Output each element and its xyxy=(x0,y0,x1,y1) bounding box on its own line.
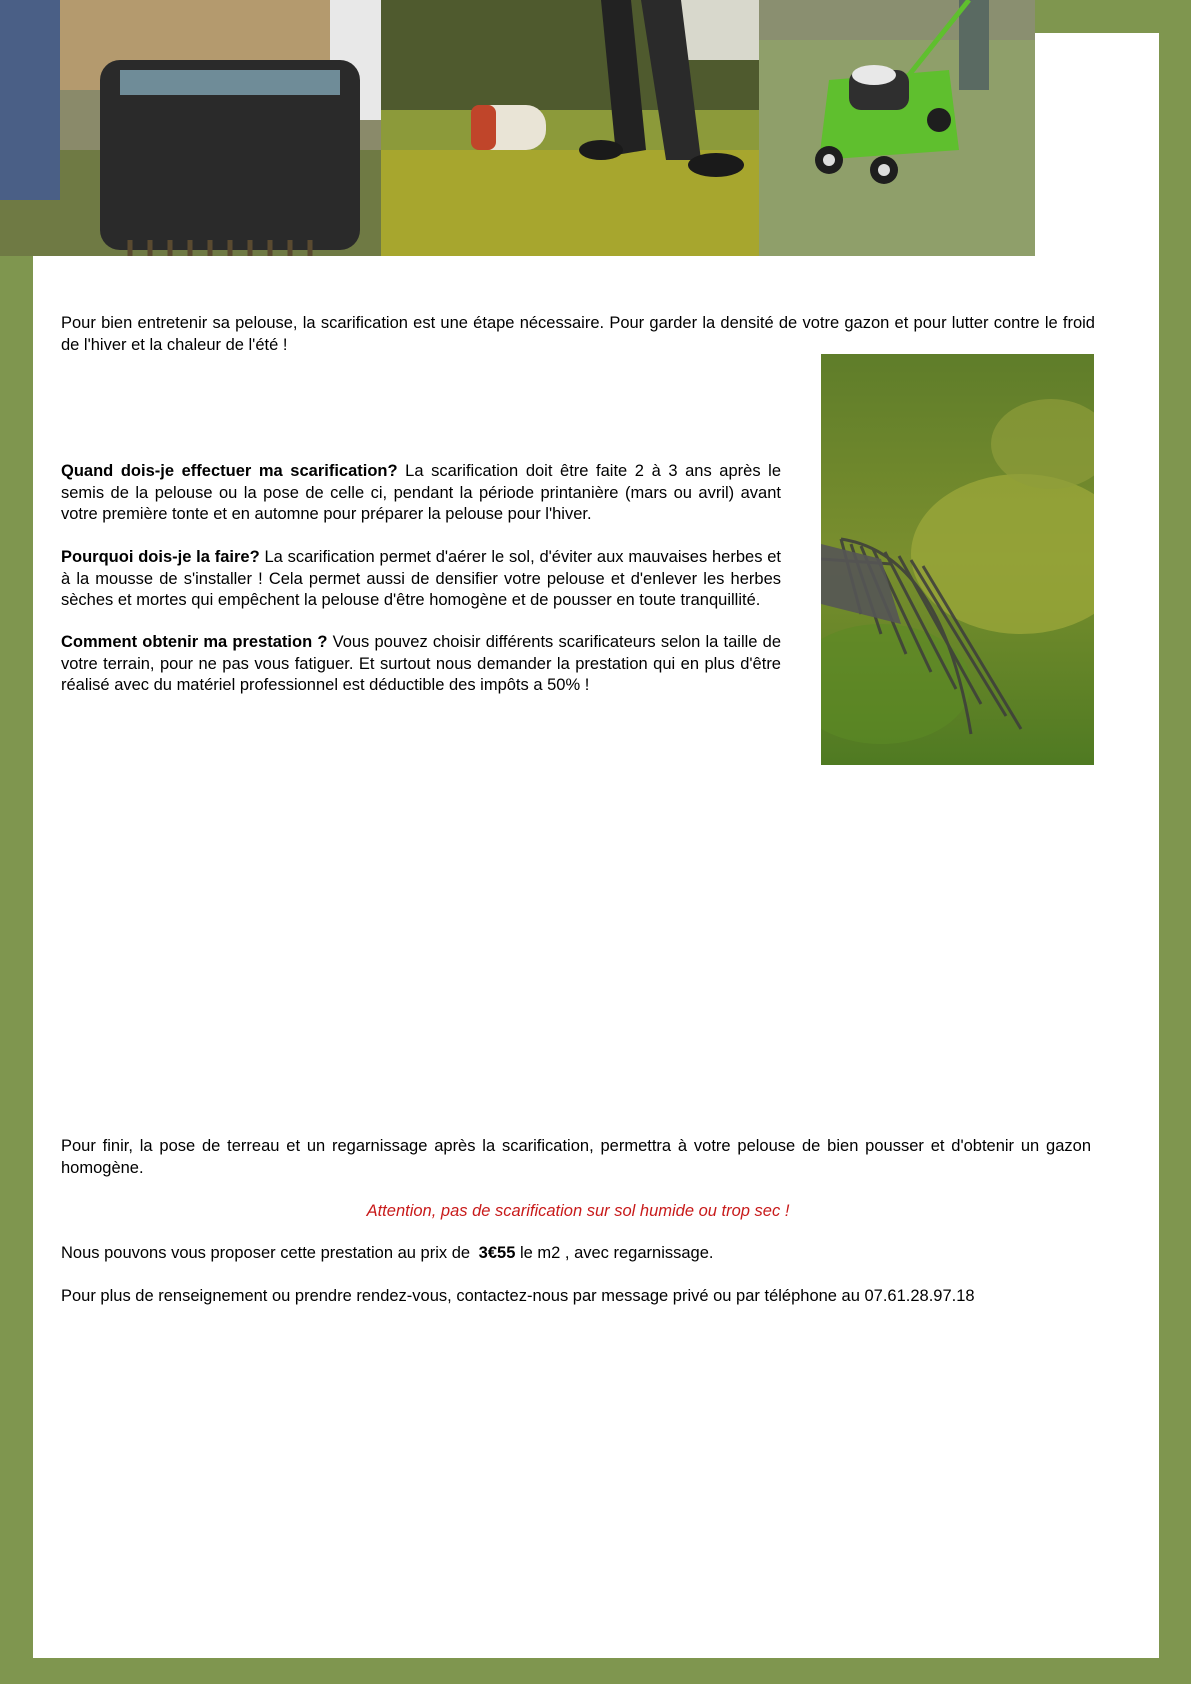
section-when-heading: Quand dois-je effectuer ma scarification? xyxy=(61,462,398,480)
price-line xyxy=(61,1243,1095,1265)
price-amount: 3€55 xyxy=(478,1244,516,1262)
green-scarifier-photo xyxy=(759,0,1035,256)
section-why-text: La scarification permet d'aérer le sol, d'éviter aux mauvaises herbes et à la mousse de s'installer ! Cela permet aussi de densifier votre pelouse et d'enlever les herbes sèches et mortes qui empêchent la pelouse d'être homogène et de pousser en toute tranquillité. xyxy=(61,548,781,609)
page-sheet xyxy=(33,33,1159,1658)
rake-on-lawn-photo xyxy=(821,354,1094,765)
price-prefix: Nous pouvons vous proposer cette prestation au prix de xyxy=(61,1244,475,1262)
price-suffix: le m2 , avec regarnissage. xyxy=(515,1244,714,1262)
warning-text: Attention, pas de scarification sur sol humide ou trop sec ! xyxy=(366,1202,790,1220)
section-how-text: Vous pouvez choisir différents scarificateurs selon la taille de votre terrain, pour ne pas vous fatiguer. Et surtout nous demander la prestation qui en plus d'être réalisé avec du matériel professionnel est déductible des impôts a 50% ! xyxy=(61,633,781,694)
contact-line: Pour plus de renseignement ou prendre rendez-vous, contactez-nous par message privé ou par téléphone au 07.61.28.97.18 xyxy=(61,1287,975,1305)
section-when-text: La scarification doit être faite 2 à 3 ans après le semis de la pelouse ou la pose de celle ci, pendant la période printanière (mars ou avril) avant votre première tonte et en automne pour préparer la pelouse pour l'hiver. xyxy=(61,462,781,523)
closing-paragraph: Pour finir, la pose de terreau et un regarnissage après la scarification, permettra à votre pelouse de bien pousser et d'obtenir un gazon homogène. xyxy=(61,1137,1091,1177)
walking-scarifier-photo xyxy=(381,0,759,256)
intro-paragraph: Pour bien entretenir sa pelouse, la scarification est une étape nécessaire. Pour garder la densité de votre gazon et pour lutter contre le froid de l'hiver et la chaleur de l'été ! xyxy=(61,314,1095,354)
section-why-heading: Pourquoi dois-je la faire? xyxy=(61,548,260,566)
scarifier-photo-strip xyxy=(0,0,1035,256)
section-when xyxy=(61,461,781,526)
section-how xyxy=(61,632,781,697)
section-how-heading: Comment obtenir ma prestation ? xyxy=(61,633,328,651)
scarifier-machine-photo xyxy=(0,0,381,256)
section-why xyxy=(61,547,781,612)
